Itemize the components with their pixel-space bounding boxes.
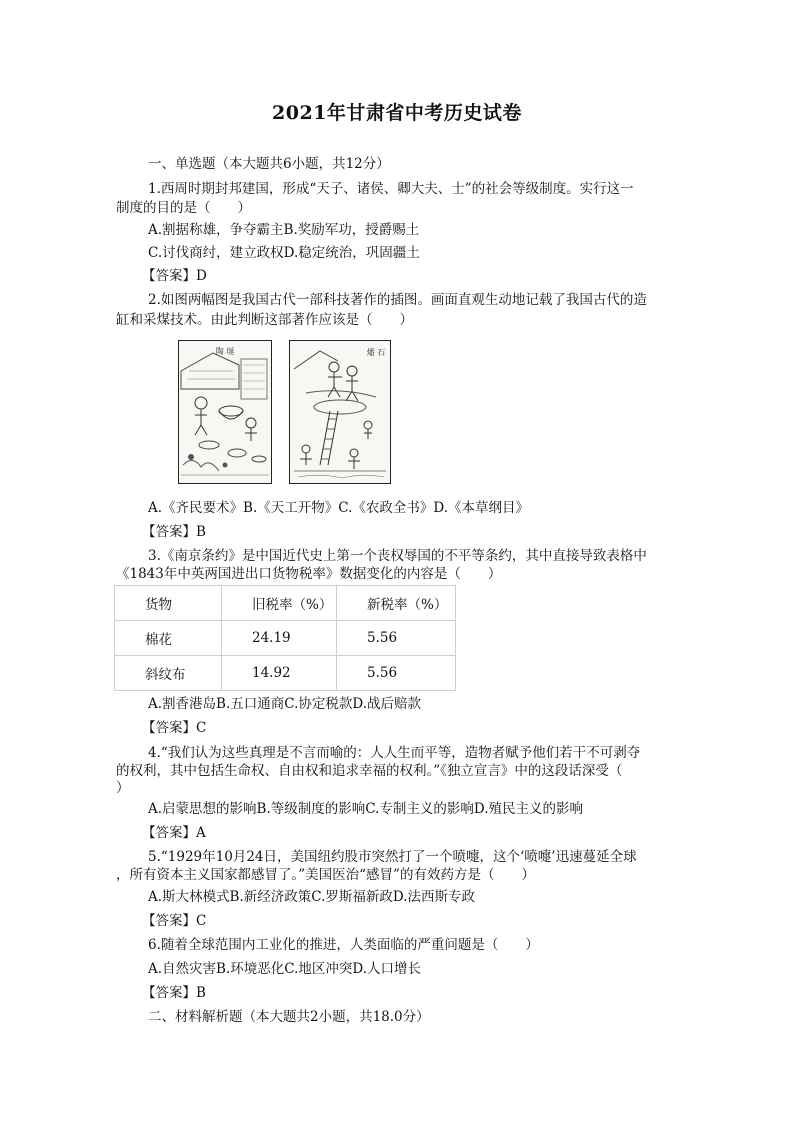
q4-stem-line2: 的权利，其中包括生命权、自由权和追求幸福的权利。”《独立宣言》中的这段话深受（ <box>116 763 623 779</box>
q4-stem-line3: ） <box>116 780 130 796</box>
page-title: 2021年甘肃省中考历史试卷 <box>272 102 522 124</box>
q2-options: A.《齐民要术》B.《天工开物》C.《农政全书》D.《本草纲目》 <box>148 500 530 516</box>
q4-stem-line1: 4.“我们认为这些真理是不言而喻的：人人生而平等，造物者赋予他们若干不可剥夺 <box>148 745 641 761</box>
q6-answer: 【答案】B <box>142 985 206 1001</box>
figure-pottery-illustration <box>178 340 272 484</box>
table-row <box>115 621 456 656</box>
table-cell: 24.19 <box>222 621 337 656</box>
section-heading-2: 二、材料解析题（本大题共2小题，共18.0分） <box>148 1009 430 1025</box>
q2-answer: 【答案】B <box>142 524 206 540</box>
table-header-cell: 货物 <box>115 586 222 621</box>
table-cell: 5.56 <box>337 621 456 656</box>
table-cell: 5.56 <box>337 656 456 691</box>
fig-left-caption: 陶 埏 <box>215 347 235 356</box>
q1-options-line2: C.讨伐商纣，建立政权D.稳定统治，巩固疆土 <box>148 245 420 261</box>
table-cell: 斜纹布 <box>115 656 222 691</box>
q1-answer: 【答案】D <box>142 268 207 284</box>
tax-rate-table <box>114 585 456 691</box>
table-cell: 棉花 <box>115 621 222 656</box>
q4-answer: 【答案】A <box>142 825 206 841</box>
section-heading-1: 一、单选题（本大题共6小题，共12分） <box>148 156 390 172</box>
table-header-row <box>115 586 456 621</box>
q3-stem-line1: 3.《南京条约》是中国近代史上第一个丧权辱国的不平等条约，其中直接导致表格中 <box>148 548 647 564</box>
q6-stem: 6.随着全球范围内工业化的推进，人类面临的严重问题是（ ） <box>148 937 539 953</box>
q5-stem-line1: 5.“1929年10月24日，美国纽约股市突然打了一个喷嚏，这个‘喷嚏’迅速蔓延全球 <box>148 849 637 865</box>
q5-options: A.斯大林模式B.新经济政策C.罗斯福新政D.法西斯专政 <box>148 889 476 905</box>
fig-right-caption: 燔 石 <box>366 348 386 357</box>
table-cell: 14.92 <box>222 656 337 691</box>
q4-options: A.启蒙思想的影响B.等级制度的影响C.专制主义的影响D.殖民主义的影响 <box>148 801 584 817</box>
figure-coal-mining-illustration <box>289 340 391 484</box>
q2-stem-line1: 2.如图两幅图是我国古代一部科技著作的插图。画面直观生动地记载了我国古代的造 <box>148 292 647 308</box>
q3-stem-line2: 《1843年中英两国进出口货物税率》数据变化的内容是（ ） <box>116 566 502 582</box>
table-row <box>115 656 456 691</box>
q1-options-line1: A.割据称雄，争夺霸主B.奖励军功，授爵赐土 <box>148 222 420 238</box>
pottery-illustration-image <box>179 341 271 483</box>
q3-answer: 【答案】C <box>142 720 207 736</box>
table-header-cell: 旧税率（%） <box>222 586 337 621</box>
q6-options: A.自然灾害B.环境恶化C.地区冲突D.人口增长 <box>148 961 422 977</box>
q1-stem-line2: 制度的目的是（ ） <box>116 200 251 216</box>
coal-mining-illustration-image <box>290 341 390 483</box>
q1-stem-line1: 1.西周时期封邦建国，形成“天子、诸侯、卿大夫、士”的社会等级制度。实行这一 <box>148 181 634 197</box>
table-header-cell: 新税率（%） <box>337 586 456 621</box>
q3-options: A.割香港岛B.五口通商C.协定税款D.战后赔款 <box>148 696 422 712</box>
q5-stem-line2: ，所有资本主义国家都感冒了。”美国医治“感冒”的有效药方是（ ） <box>116 867 535 883</box>
q2-stem-line2: 缸和采煤技术。由此判断这部著作应该是（ ） <box>116 312 413 328</box>
q5-answer: 【答案】C <box>142 913 207 929</box>
